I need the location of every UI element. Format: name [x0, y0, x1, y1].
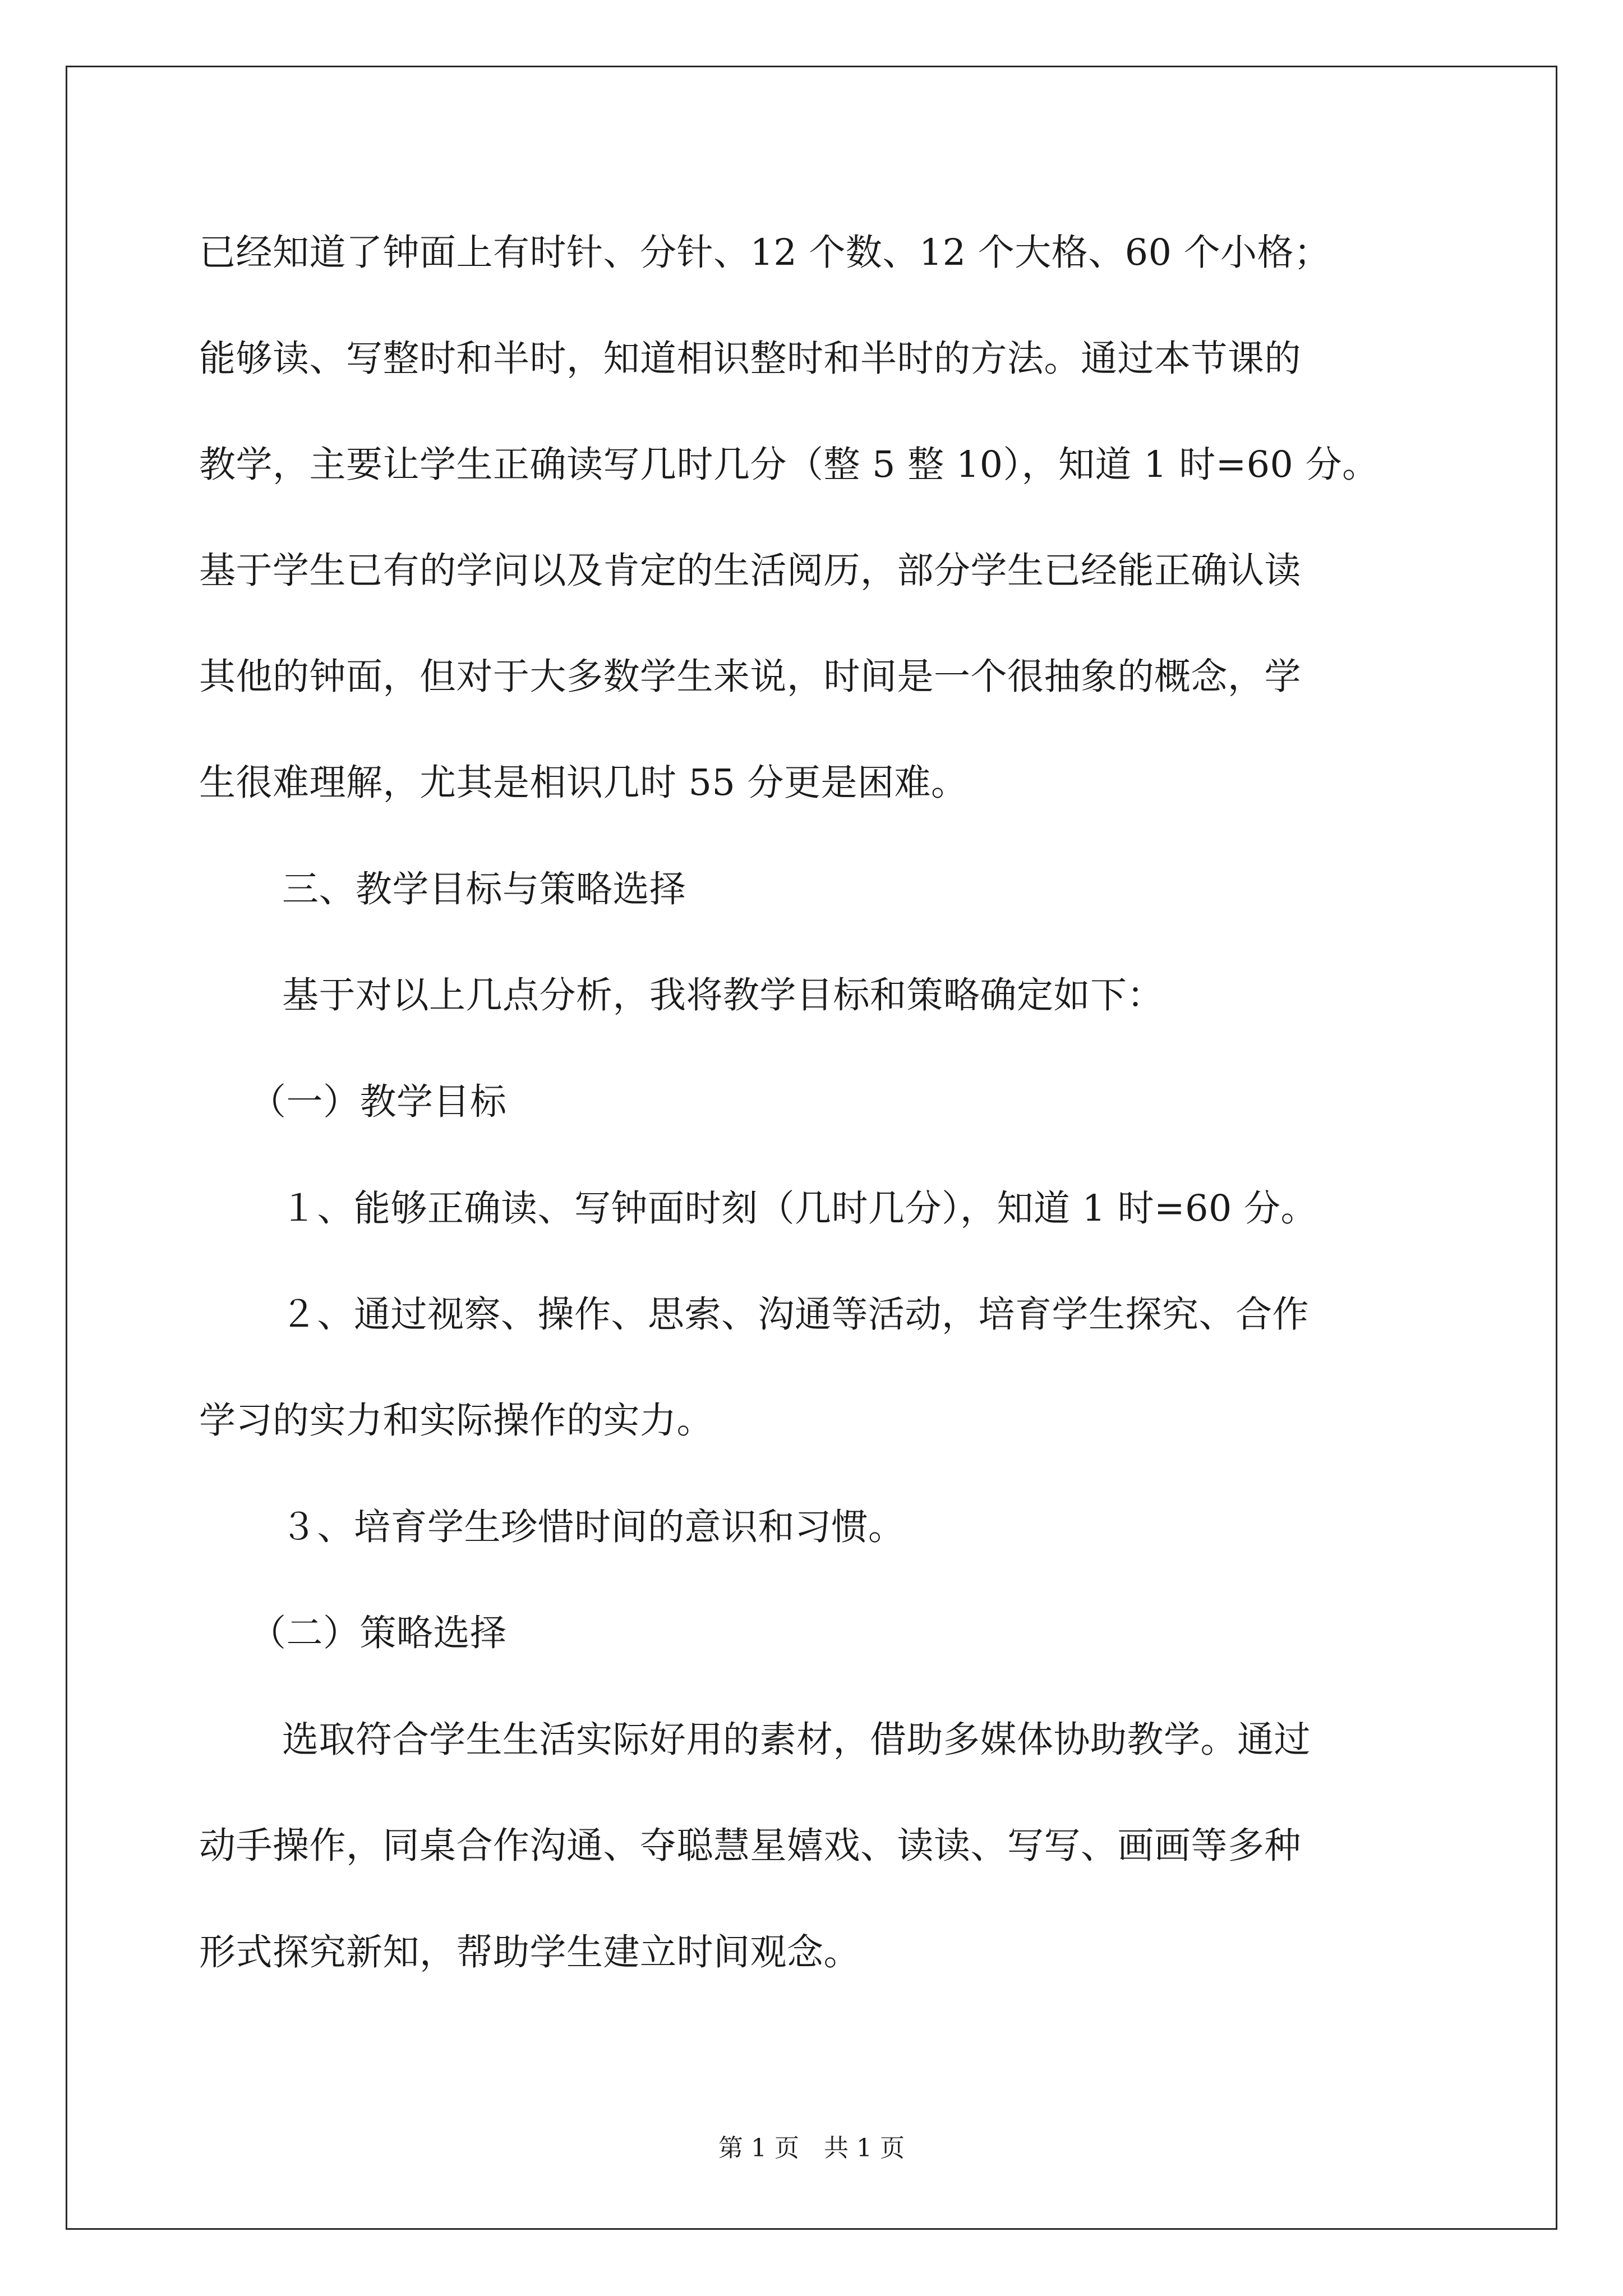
- page-border: [66, 66, 1557, 2230]
- text-line: 能够读、写整时和半时，知道相识整时和半时的方法。通过本节课的: [199, 338, 1302, 380]
- list-item: １、能够正确读、写钟面时刻（几时几分），知道 1 时=60 分。: [280, 1188, 1318, 1230]
- text-line: 形式探究新知，帮助学生建立时间观念。: [199, 1931, 861, 1973]
- text-line: 其他的钟面，但对于大多数学生来说，时间是一个很抽象的概念，学: [199, 656, 1302, 698]
- subsection-heading: （一）教学目标: [250, 1081, 507, 1123]
- text-line: 学习的实力和实际操作的实力。: [199, 1400, 714, 1442]
- subsection-heading: （二）策略选择: [250, 1612, 507, 1654]
- text-line: 选取符合学生生活实际好用的素材，借助多媒体协助教学。通过: [282, 1719, 1311, 1761]
- section-heading: 三、教学目标与策略选择: [282, 868, 686, 910]
- text-line: 生很难理解，尤其是相识几时 55 分更是困难。: [199, 762, 968, 804]
- text-line: 教学，主要让学生正确读写几时几分（整 5 整 10），知道 1 时=60 分。: [199, 444, 1379, 486]
- list-item: ２、通过视察、操作、思索、沟通等活动，培育学生探究、合作: [280, 1294, 1310, 1336]
- text-line: 动手操作，同桌合作沟通、夺聪慧星嬉戏、读读、写写、画画等多种: [199, 1825, 1302, 1867]
- text-line: 已经知道了钟面上有时针、分针、12 个数、12 个大格、60 个小格；: [199, 232, 1331, 274]
- text-line: 基于学生已有的学问以及肯定的生活阅历，部分学生已经能正确认读: [199, 550, 1302, 592]
- page-number: 第 1 页 共 1 页: [718, 2134, 905, 2162]
- text-line: 基于对以上几点分析，我将教学目标和策略确定如下：: [282, 974, 1164, 1016]
- list-item: ３、培育学生珍惜时间的意识和习惯。: [280, 1506, 905, 1548]
